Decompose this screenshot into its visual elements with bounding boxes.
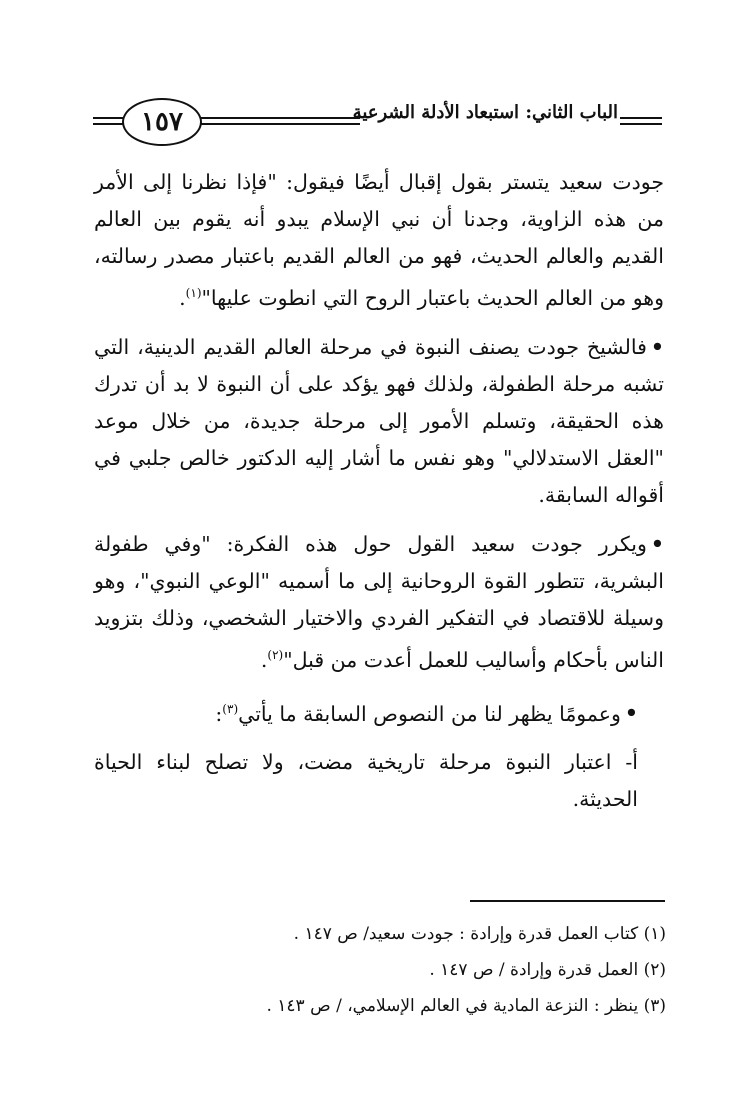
paragraph-4	[94, 691, 664, 733]
footnote-ref-2[interactable]: (٢)	[267, 647, 284, 662]
paragraph-3-text: ويكرر جودت سعيد القول حول هذه الفكرة: "وفي طفولة البشرية، تتطور القوة الروحانية إلى ما أسميه "الوعي النبوي"، وهو وسيلة للاقتصاد في التفكير الفردي والاختيار الشخصي، وذلك بتزويد الناس بأحكام وأساليب للعمل أعدت من قبل"	[94, 531, 664, 672]
paragraph-5	[94, 744, 664, 818]
paragraph-2-text: فالشيخ جودت يصنف النبوة في مرحلة العالم القديم الدينية، التي تشبه مرحلة الطفولة، ولذلك فهو يؤكد على أن النبوة لا بد أن تدرك هذه الحقيقة، وتسلم الأمور إلى مرحلة جديدة، من خلال موعد "العقل الاستدلالي" وهو نفس ما أشار إليه الدكتور خالص جلبي في أقواله السابقة.	[94, 334, 664, 507]
punctuation: :	[215, 701, 223, 726]
footnotes	[94, 916, 666, 1024]
bullet-icon: •	[650, 334, 664, 359]
header-rule	[93, 117, 125, 119]
footnote-ref-3[interactable]: (٣)	[222, 701, 239, 716]
footnote-divider	[470, 900, 665, 902]
paragraph-1	[94, 164, 664, 317]
bullet-icon: •	[624, 701, 638, 726]
paragraph-2	[94, 329, 664, 514]
header-rule	[196, 117, 360, 119]
paragraph-1-text: جودت سعيد يتستر بقول إقبال أيضًا فيقول: "فإذا نظرنا إلى الأمر من هذه الزاوية، وجدنا أن نبي الإسلام يبدو أنه يقوم بين العالم القديم والعالم الحديث، فهو من العالم القديم باعتبار مصدر رسالته، وهو من العالم الحديث باعتبار الروح التي انطوت عليها"	[94, 170, 664, 310]
punctuation: .	[260, 647, 268, 672]
bullet-icon: •	[650, 531, 664, 556]
footnote-1: (١) كتاب العمل قدرة وإرادة : جودت سعيد/ ص ١٤٧ .	[293, 924, 666, 944]
paragraph-4-text: وعمومًا يظهر لنا من النصوص السابقة ما يأتي	[238, 701, 621, 726]
header-rule	[93, 123, 125, 125]
page-header	[0, 88, 753, 148]
footnote-2: (٢) العمل قدرة وإرادة / ص ١٤٧ .	[429, 960, 666, 980]
page-number: ١٥٧	[122, 98, 202, 146]
paragraph-5-text: أ- اعتبار النبوة مرحلة تاريخية مضت، ولا تصلح لبناء الحياة الحديثة.	[94, 750, 638, 812]
running-title: الباب الثاني: استبعاد الأدلة الشرعية	[352, 102, 618, 123]
main-text	[94, 164, 664, 830]
punctuation: .	[179, 285, 186, 310]
header-rule	[620, 117, 662, 119]
header-rule	[196, 123, 360, 125]
footnote-3: (٣) ينظر : النزعة المادية في العالم الإسلامي، / ص ١٤٣ .	[266, 996, 666, 1016]
header-rule	[620, 123, 662, 125]
paragraph-3	[94, 526, 664, 679]
footnote-ref-1[interactable]: (١)	[185, 286, 202, 300]
